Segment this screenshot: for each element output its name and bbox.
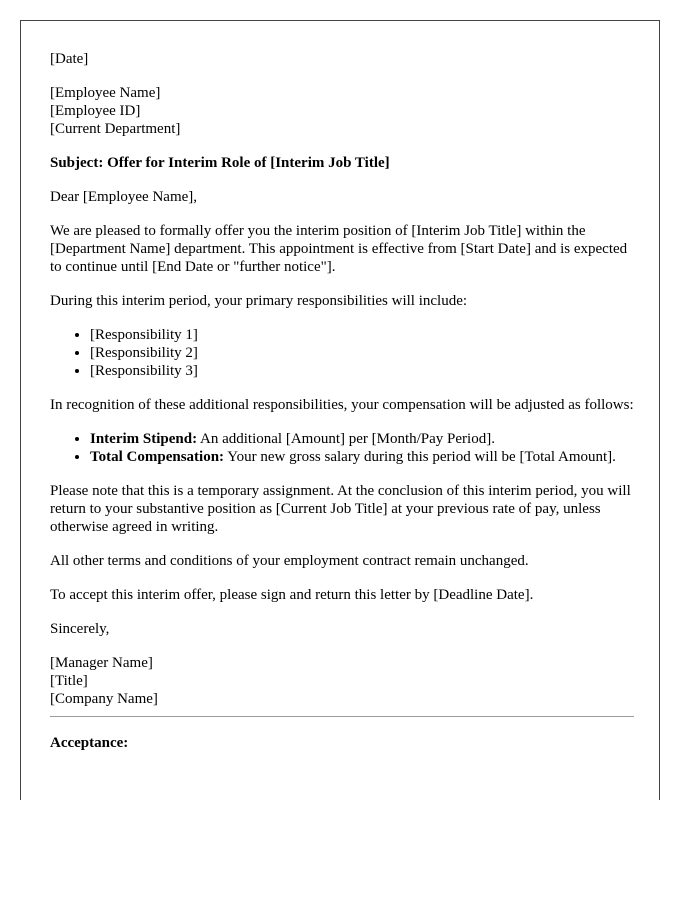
sender-block xyxy=(50,654,634,708)
acceptance-heading: Acceptance: xyxy=(50,735,129,751)
compensation-item xyxy=(90,430,634,448)
sender-name: [Manager Name] xyxy=(50,655,153,671)
terms-note: All other terms and conditions of your employment contract remain unchanged. xyxy=(50,553,529,569)
recipient-id: [Employee ID] xyxy=(50,103,141,119)
responsibilities-intro: During this interim period, your primary responsibilities will include: xyxy=(50,293,468,309)
temporary-note: Please note that this is a temporary assignment. At the conclusion of this interim period, you will return to your substantive position as [Current Job Title] at your previous rate of pay, unless otherwise agreed in writing. xyxy=(50,483,631,535)
recipient-department: [Current Department] xyxy=(50,121,181,137)
compensation-list xyxy=(50,430,634,466)
section-divider xyxy=(50,716,634,717)
responsibilities-list xyxy=(50,326,634,380)
compensation-label: Interim Stipend: xyxy=(90,431,198,447)
recipient-name: [Employee Name] xyxy=(50,85,161,101)
sender-title: [Title] xyxy=(50,673,88,689)
responsibility-item: • [Responsibility 2] xyxy=(90,344,634,362)
closing: Sincerely, xyxy=(50,621,110,637)
letter-subject: Subject: Offer for Interim Role of [Interim Job Title] xyxy=(50,155,390,171)
compensation-item xyxy=(90,448,634,466)
letter-content xyxy=(50,50,634,768)
salutation: Dear [Employee Name], xyxy=(50,189,198,205)
compensation-text: Your new gross salary during this period will be [Total Amount]. xyxy=(224,449,616,465)
compensation-label: Total Compensation: xyxy=(90,449,225,465)
letter-date: [Date] xyxy=(50,51,89,67)
accept-instructions: To accept this interim offer, please sign and return this letter by [Deadline Date]. xyxy=(50,587,534,603)
responsibility-item: • [Responsibility 3] xyxy=(90,362,634,380)
recipient-block xyxy=(50,84,634,138)
compensation-intro: In recognition of these additional responsibilities, your compensation will be adjusted as follows: xyxy=(50,397,634,413)
compensation-text: An additional [Amount] per [Month/Pay Period]. xyxy=(197,431,495,447)
responsibility-item: • [Responsibility 1] xyxy=(90,326,634,344)
sender-company: [Company Name] xyxy=(50,691,158,707)
letter-page xyxy=(20,20,660,800)
intro-paragraph: We are pleased to formally offer you the interim position of [Interim Job Title] within the [Department Name] department. This appointment is effective from [Start Date] and is expected to continue until [End Date or "further notice"]. xyxy=(50,223,628,275)
